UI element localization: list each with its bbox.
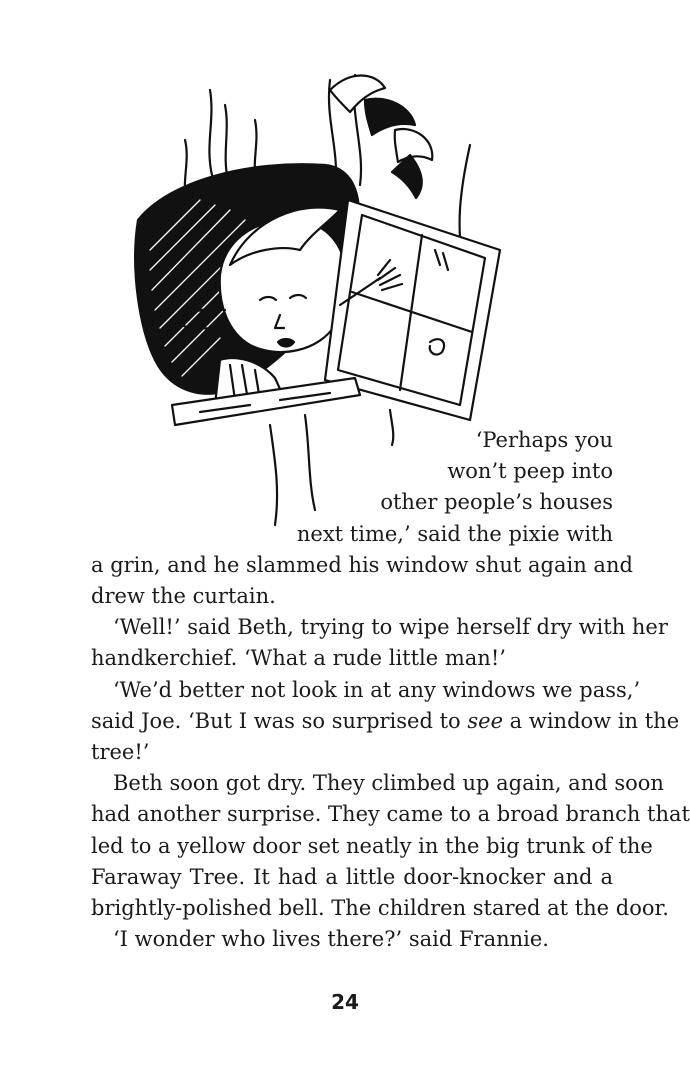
text-line: won’t peep into — [447, 459, 613, 484]
text-line: ‘Well!’ said Beth, trying to wipe herself dry with her — [113, 615, 668, 640]
text-line: ‘We’d better not look in at any windows we pass,’ — [113, 677, 641, 702]
page-number: 24 — [331, 990, 359, 1014]
body-text — [91, 425, 690, 955]
text-line: ‘I wonder who lives there?’ said Frannie. — [113, 927, 549, 952]
text-line: next time,’ said the pixie with — [296, 521, 613, 546]
text-line — [91, 706, 680, 737]
text-line: Beth soon got dry. They climbed up again, and soon — [113, 771, 664, 796]
text-line: brightly-polished bell. The children stared at the door. — [91, 896, 669, 921]
text-line: Faraway Tree. It had a little door-knocker and a — [91, 864, 613, 889]
text-line: drew the curtain. — [91, 584, 276, 609]
text-line: ‘Perhaps you — [475, 428, 613, 452]
text-line: handkerchief. ‘What a rude little man!’ — [91, 646, 506, 671]
emphasis-text: see — [467, 708, 503, 733]
text-segment: said Joe. ‘But I was so surprised to — [91, 708, 468, 733]
text-line: had another surprise. They came to a broad branch that — [91, 802, 690, 827]
text-line: led to a yellow door set neatly in the big trunk of the — [91, 833, 653, 858]
text-line: tree!’ — [91, 740, 150, 765]
text-line: other people’s houses — [380, 490, 613, 515]
text-segment: a window in the — [503, 708, 680, 733]
text-line: a grin, and he slammed his window shut again and — [91, 552, 633, 577]
